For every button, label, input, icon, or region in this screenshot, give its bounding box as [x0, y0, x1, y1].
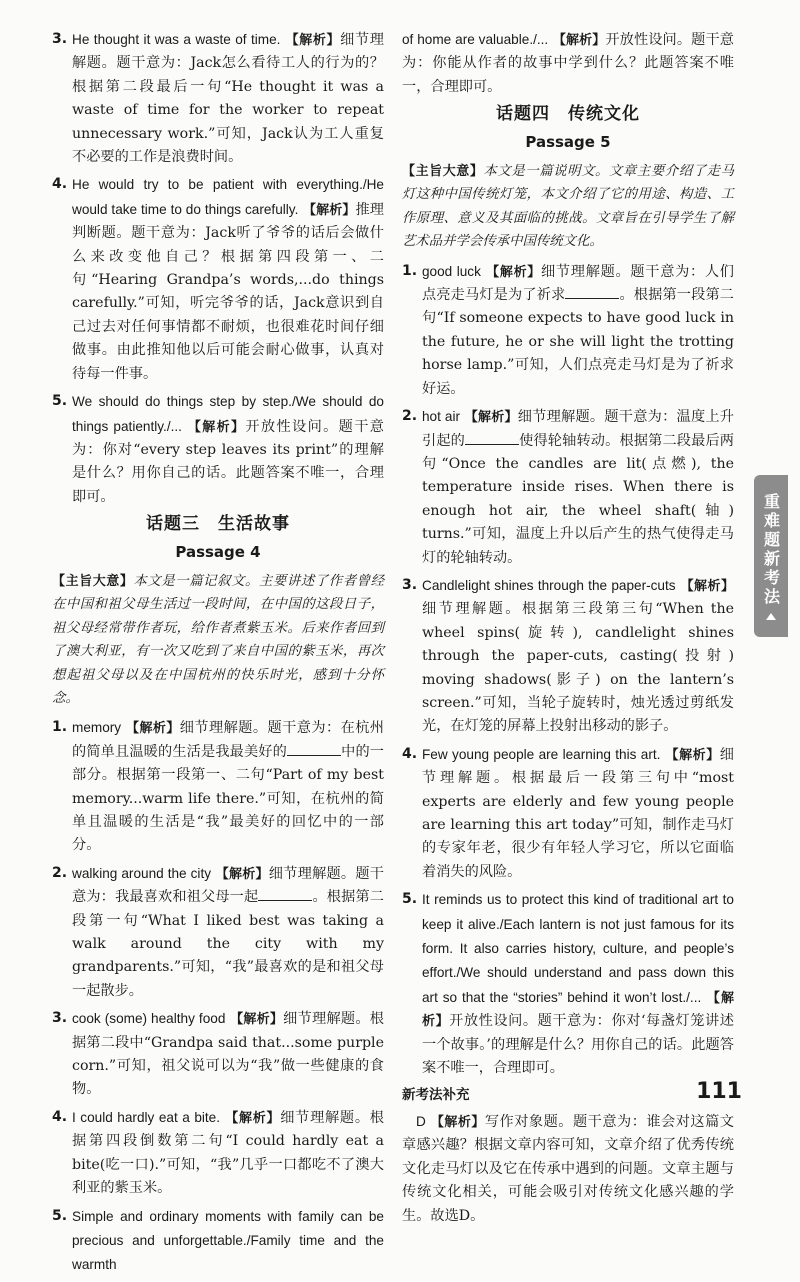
analysis-tag: 【解析】 [665, 747, 720, 763]
analysis-text-cont: 中的一部分。根据第一段第一、二句“Part of my best memory...warm life there.”可知，在杭州的简单且温暖的生活是“我”最美好的回忆中的一部分。 [72, 743, 384, 854]
question-5 [402, 888, 734, 1080]
analysis-tag: 【解析】 [285, 33, 341, 48]
analysis-text: 写作对象题。题干意为：谁会对这篇文章感兴趣？根据文章内容可知，文章介绍了优秀传统文化走马灯以及它在传承中遇到的问题。文章主题与传统文化相关，可能会吸引对传统文化感兴趣的学生。故选D。 [402, 1113, 734, 1224]
main-idea-text: 本文是一篇说明文。文章主要介绍了走马灯这种中国传统灯笼，本文介绍了它的用途、构造、工作原理、意义及其面临的挑战。文章旨在引导学生了解艺术品并学会传承中国传统文化。 [402, 164, 734, 250]
analysis-tag: 【解析】 [430, 1114, 485, 1130]
main-idea [402, 160, 734, 254]
answer-text: walking around the city [72, 865, 212, 881]
answer-text: I could hardly eat a bite. [72, 1109, 221, 1125]
answer-text: Few young people are learning this art. [422, 746, 661, 762]
answer-text: Simple and ordinary moments with family can be precious and unforgettable./Family time and the warmth [72, 1208, 384, 1273]
triangle-icon [766, 613, 776, 620]
question-5b [52, 1205, 384, 1278]
answer-text: hot air [422, 409, 461, 425]
question-number: 2. [52, 864, 68, 881]
answer-blank [287, 741, 341, 756]
analysis-text: 细节理解题。题干意为：温度上升引起的 [422, 409, 734, 449]
analysis-tag: 【解析】 [225, 1110, 281, 1126]
question-5b-continued [402, 28, 734, 99]
answer-text: He would try to be patient with everything./He would take time to do things carefully. [72, 177, 384, 217]
analysis-text-cont: 。根据第一段第二句“If someone expects to have good luck in the future, he or she will light the trotting horse lamp.”可知，人们点亮走马灯是为了祈求好运。 [422, 287, 734, 397]
answer-blank [465, 430, 519, 445]
answer-text: cook (some) healthy food [72, 1011, 226, 1027]
question-3b [52, 1007, 384, 1102]
answer-text: memory [72, 720, 122, 736]
analysis-text: 细节理解题。根据第四段倒数第二句“I could hardly eat a bite(吃一口).”可知，“我”几乎一口都吃不了澳大利亚的紫玉米。 [72, 1109, 384, 1197]
analysis-tag: 【解析】 [486, 264, 541, 280]
topic-heading: 话题四 传统文化 [496, 104, 640, 125]
question-1 [52, 716, 384, 857]
question-number: 4. [52, 176, 68, 193]
question-3 [52, 28, 384, 169]
question-4 [402, 743, 734, 884]
analysis-text: 细节理解题。题干意为：Jack怎么看待工人的行为的？根据第二段最后一句“He thought it was a waste of time for the worker to repeat unnecessary work.”可知，Jack认为工人重复不必要的工作是浪费时间。 [72, 32, 384, 166]
question-5 [52, 390, 384, 509]
left-column [52, 28, 384, 1282]
analysis-text-cont: 。根据第二段第一句“What I liked best was taking a walk around the city with my grandparents.”可知，“我”最喜欢的是和祖父母一起散步。 [72, 889, 384, 999]
analysis-text: 开放性设问。题干意为：你对‘每盏灯笼讲述一个故事。’的理解是什么？用你自己的话。此题答案不唯一，合理即可。 [422, 1013, 734, 1077]
question-number: 2. [402, 408, 418, 425]
analysis-tag: 【解析】 [464, 410, 518, 426]
question-number: 3. [52, 1010, 68, 1027]
question-2 [402, 405, 734, 570]
question-number: 4. [402, 745, 418, 762]
analysis-text: 细节理解题。根据第二段中“Grandpa said that...some purple corn.”可知，祖父说可以为“我”做一些健康的食物。 [72, 1011, 384, 1098]
analysis-text: 细节理解题。题干意为：在杭州的简单且温暖的生活是我最美好的 [72, 720, 384, 760]
side-tab-label: 重难题新考法 [761, 492, 781, 607]
analysis-tag: 【解析】 [187, 419, 246, 435]
answer-text: We should do things step by step./We should do things patiently./... [72, 394, 384, 434]
analysis-text: 开放性设问。题干意为：你对“every step leaves its print”的理解是什么？用你自己的话。此题答案不唯一，合理即可。 [72, 418, 384, 505]
analysis-text: 细节理解题。题干意为：我最喜欢和祖父母一起 [72, 865, 384, 906]
question-number: 3. [52, 31, 68, 47]
answer-text: good luck [422, 263, 481, 279]
supplement-heading: 新考法补充 [402, 1087, 470, 1104]
answer-text: of home are valuable./... [402, 32, 549, 47]
question-4 [52, 173, 384, 386]
supplement-question [402, 1110, 734, 1228]
question-number: 1. [402, 262, 418, 279]
right-column [402, 28, 734, 1232]
page-number: 111 [696, 1079, 742, 1104]
answer-text: It reminds us to protect this kind of traditional art to keep it alive./Each lantern is not just famous for its form. It also carries history, culture, and people’s effort./We should understand and pass down this art so that the “stories” behind it won’t lost./... [422, 892, 734, 1005]
analysis-text: 细节理解题。题干意为：人们点亮走马灯是为了祈求 [422, 263, 734, 304]
question-number: 1. [52, 719, 68, 736]
topic-heading: 话题三 生活故事 [146, 514, 290, 535]
analysis-text-cont: 使得轮轴转动。根据第二段最后两句“Once the candles are lit(点燃), the temperature inside rises. When there is enough hot air, the wheel shaft(轴) turns.”可知，温度上升以后产生的热气使得走马灯的轮轴转动。 [422, 432, 734, 566]
main-idea-label: 【主旨大意】 [52, 573, 134, 589]
question-3 [402, 574, 734, 739]
answer-text: He thought it was a waste of time. [72, 32, 281, 47]
question-number: 5. [402, 891, 418, 908]
analysis-tag: 【解析】 [552, 33, 606, 48]
analysis-text: 细节理解题。根据第三段第三句“When the wheel spins(旋转), candlelight shines through the paper-cuts, casting(投射) moving shadows(影子) on the lantern’s screen.”可知，当轮子旋转时，烛光透过剪纸发光，在灯笼的屏幕上投射出移动的影子。 [422, 601, 734, 735]
analysis-tag: 【解析】 [422, 990, 734, 1030]
section-side-tab [754, 475, 788, 637]
question-number: 4. [52, 1108, 68, 1125]
analysis-tag: 【解析】 [303, 202, 356, 218]
main-idea-label: 【主旨大意】 [402, 164, 484, 180]
answer-blank [258, 886, 312, 901]
answer-blank [565, 284, 619, 299]
passage-heading: Passage 4 [175, 542, 261, 561]
question-number: 5. [52, 393, 68, 410]
question-number: 3. [402, 576, 418, 593]
analysis-tag: 【解析】 [680, 578, 734, 594]
analysis-text: 推理判断题。题干意为：Jack听了爷爷的话后会做什么来改变他自己？根据第四段第一、二句“Hearing Grandpa’s words,...do things carefully.”可知，听完爷爷的话，Jack意识到自己过去对任何事情都不耐烦，也很难花时间仔细做事。由此推知他以后可能会耐心做事，认真对待每一件事。 [72, 201, 384, 382]
passage-heading: Passage 5 [525, 132, 611, 151]
question-4b [52, 1106, 384, 1201]
analysis-tag: 【解析】 [126, 721, 180, 737]
analysis-tag: 【解析】 [215, 866, 269, 882]
analysis-text: 细节理解题。根据最后一段第三句中“most experts are elderly and few young people are learning this art today”可知，制作走马灯的专家年老，很少有年轻人学习它，所以它面临着消失的风险。 [422, 746, 734, 880]
answer-text: D [416, 1113, 426, 1129]
question-1 [402, 260, 734, 401]
main-idea [52, 570, 384, 710]
question-number: 5. [52, 1207, 68, 1224]
main-idea-text: 本文是一篇记叙文。主要讲述了作者曾经在中国和祖父母生活过一段时间，在中国的这段日子，祖父母经常带作者玩，给作者煮紫玉米。后来作者回到了澳大利亚，有一次又吃到了来自中国的紫玉米，再次想起祖父母以及在中国杭州的快乐时光，感到十分怀念。 [52, 573, 384, 706]
question-2 [52, 862, 384, 1003]
analysis-text: 开放性设问。题干意为：你能从作者的故事中学到什么？此题答案不唯一，合理即可。 [402, 32, 734, 95]
answer-text: Candlelight shines through the paper-cuts [422, 577, 676, 593]
analysis-tag: 【解析】 [230, 1012, 284, 1028]
